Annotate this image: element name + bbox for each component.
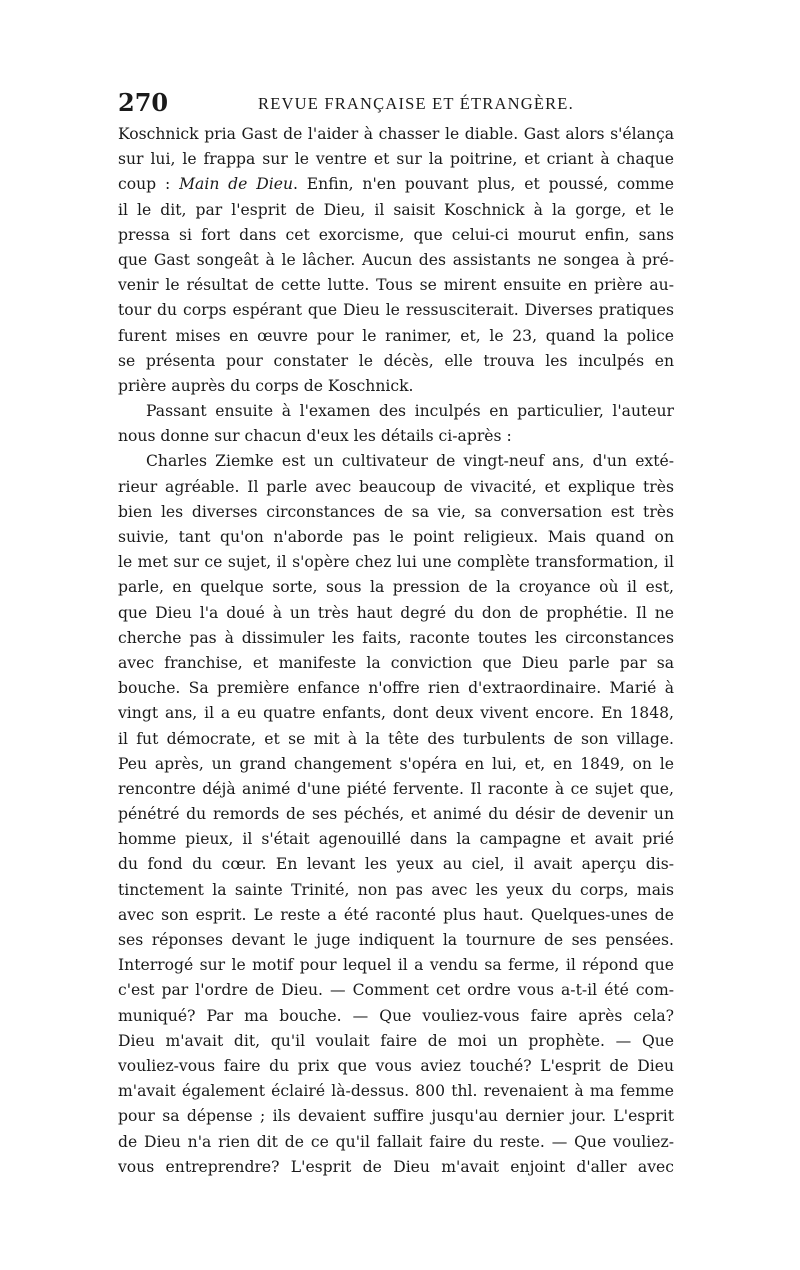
text-line: tour du corps espérant que Dieu le ressusciterait. Diverses pratiques	[118, 301, 674, 320]
text-line: m'avait également éclairé là-dessus. 800 thl. revenaient à ma femme	[118, 1082, 674, 1101]
text-line: Charles Ziemke est un cultivateur de vingt-neuf ans, d'un exté-	[146, 452, 674, 471]
text-line: c'est par l'ordre de Dieu. — Comment cet ordre vous a-t-il été com-	[118, 981, 674, 1000]
text-line: vous entreprendre? L'esprit de Dieu m'avait enjoint d'aller avec	[118, 1157, 674, 1176]
text-line: il le dit, par l'esprit de Dieu, il saisit Koschnick à la gorge, et le	[118, 200, 674, 219]
text-line: pénétré du remords de ses péchés, et animé du désir de devenir un	[118, 805, 674, 824]
text-line: Passant ensuite à l'examen des inculpés en particulier, l'auteur	[146, 402, 674, 421]
text-line: vingt ans, il a eu quatre enfants, dont deux vivent encore. En 1848,	[118, 704, 674, 723]
text-line: parle, en quelque sorte, sous la pression de la croyance où il est,	[118, 578, 674, 597]
text-line: rieur agréable. Il parle avec beaucoup de vivacité, et explique très	[118, 477, 674, 496]
text-line: cherche pas à dissimuler les faits, raconte toutes les circonstances	[118, 628, 674, 647]
text-line: prière auprès du corps de Koschnick.	[118, 376, 414, 395]
text-line: ses réponses devant le juge indiquent la tournure de ses pensées.	[118, 931, 674, 949]
page-number: 270	[118, 88, 169, 117]
text-line: muniqué? Par ma bouche. — Que vouliez-vous faire après cela?	[118, 1006, 674, 1025]
text-line: Dieu m'avait dit, qu'il voulait faire de moi un prophète. — Que	[118, 1031, 674, 1050]
text-line: rencontre déjà animé d'une piété fervente. Il raconte à ce sujet que,	[118, 779, 674, 798]
text-line: du fond du cœur. En levant les yeux au ciel, il avait aperçu dis-	[118, 855, 674, 874]
italic-phrase: Main de Dieu	[179, 175, 293, 194]
text-line: venir le résultat de cette lutte. Tous se mirent ensuite en prière au-	[118, 276, 674, 295]
text-line: vouliez-vous faire du prix que vous aviez touché? L'esprit de Dieu	[118, 1056, 674, 1075]
text-line: avec son esprit. Le reste a été raconté plus haut. Quelques-unes de	[118, 905, 674, 924]
text-line: coup : Main de Dieu. Enfin, n'en pouvant plus, et poussé, comme	[118, 175, 674, 194]
running-head	[118, 88, 674, 122]
text-line: bouche. Sa première enfance n'offre rien d'extraordinaire. Marié à	[118, 679, 674, 698]
text-line: furent mises en œuvre pour le ranimer, et, le 23, quand la police	[118, 326, 674, 345]
text-line: Koschnick pria Gast de l'aider à chasser le diable. Gast alors s'élança	[118, 125, 674, 143]
book-page	[118, 88, 674, 1180]
text-line: tinctement la sainte Trinité, non pas avec les yeux du corps, mais	[118, 880, 674, 899]
text-line: pour sa dépense ; ils devaient suffire jusqu'au dernier jour. L'esprit	[118, 1107, 674, 1126]
body-text	[118, 122, 674, 1180]
text-line: que Gast songeât à le lâcher. Aucun des assistants ne songea à pré-	[118, 250, 674, 269]
text-line: nous donne sur chacun d'eux les détails ci-après :	[118, 427, 512, 446]
text-line: homme pieux, il s'était agenouillé dans la campagne et avait prié	[118, 830, 674, 849]
journal-title: REVUE FRANÇAISE ET ÉTRANGÈRE.	[258, 94, 574, 113]
text-line: pressa si fort dans cet exorcisme, que celui-ci mourut enfin, sans	[118, 225, 674, 244]
text-line: suivie, tant qu'on n'aborde pas le point religieux. Mais quand on	[118, 528, 674, 546]
text-line: se présenta pour constater le décès, elle trouva les inculpés en	[118, 351, 674, 370]
text-line: le met sur ce sujet, il s'opère chez lui une complète transformation, il	[118, 553, 674, 572]
text-line: bien les diverses circonstances de sa vie, sa conversation est très	[118, 502, 674, 521]
text-line: de Dieu n'a rien dit de ce qu'il fallait faire du reste. — Que vouliez-	[118, 1132, 674, 1151]
text-line: sur lui, le frappa sur le ventre et sur la poitrine, et criant à chaque	[118, 150, 674, 169]
text-line: il fut démocrate, et se mit à la tête des turbulents de son village.	[118, 729, 674, 748]
text-line: que Dieu l'a doué à un très haut degré du don de prophétie. Il ne	[118, 603, 674, 622]
text-line: Peu après, un grand changement s'opéra en lui, et, en 1849, on le	[118, 754, 674, 773]
text-line: avec franchise, et manifeste la conviction que Dieu parle par sa	[118, 653, 674, 672]
text-line: Interrogé sur le motif pour lequel il a vendu sa ferme, il répond que	[118, 956, 674, 975]
